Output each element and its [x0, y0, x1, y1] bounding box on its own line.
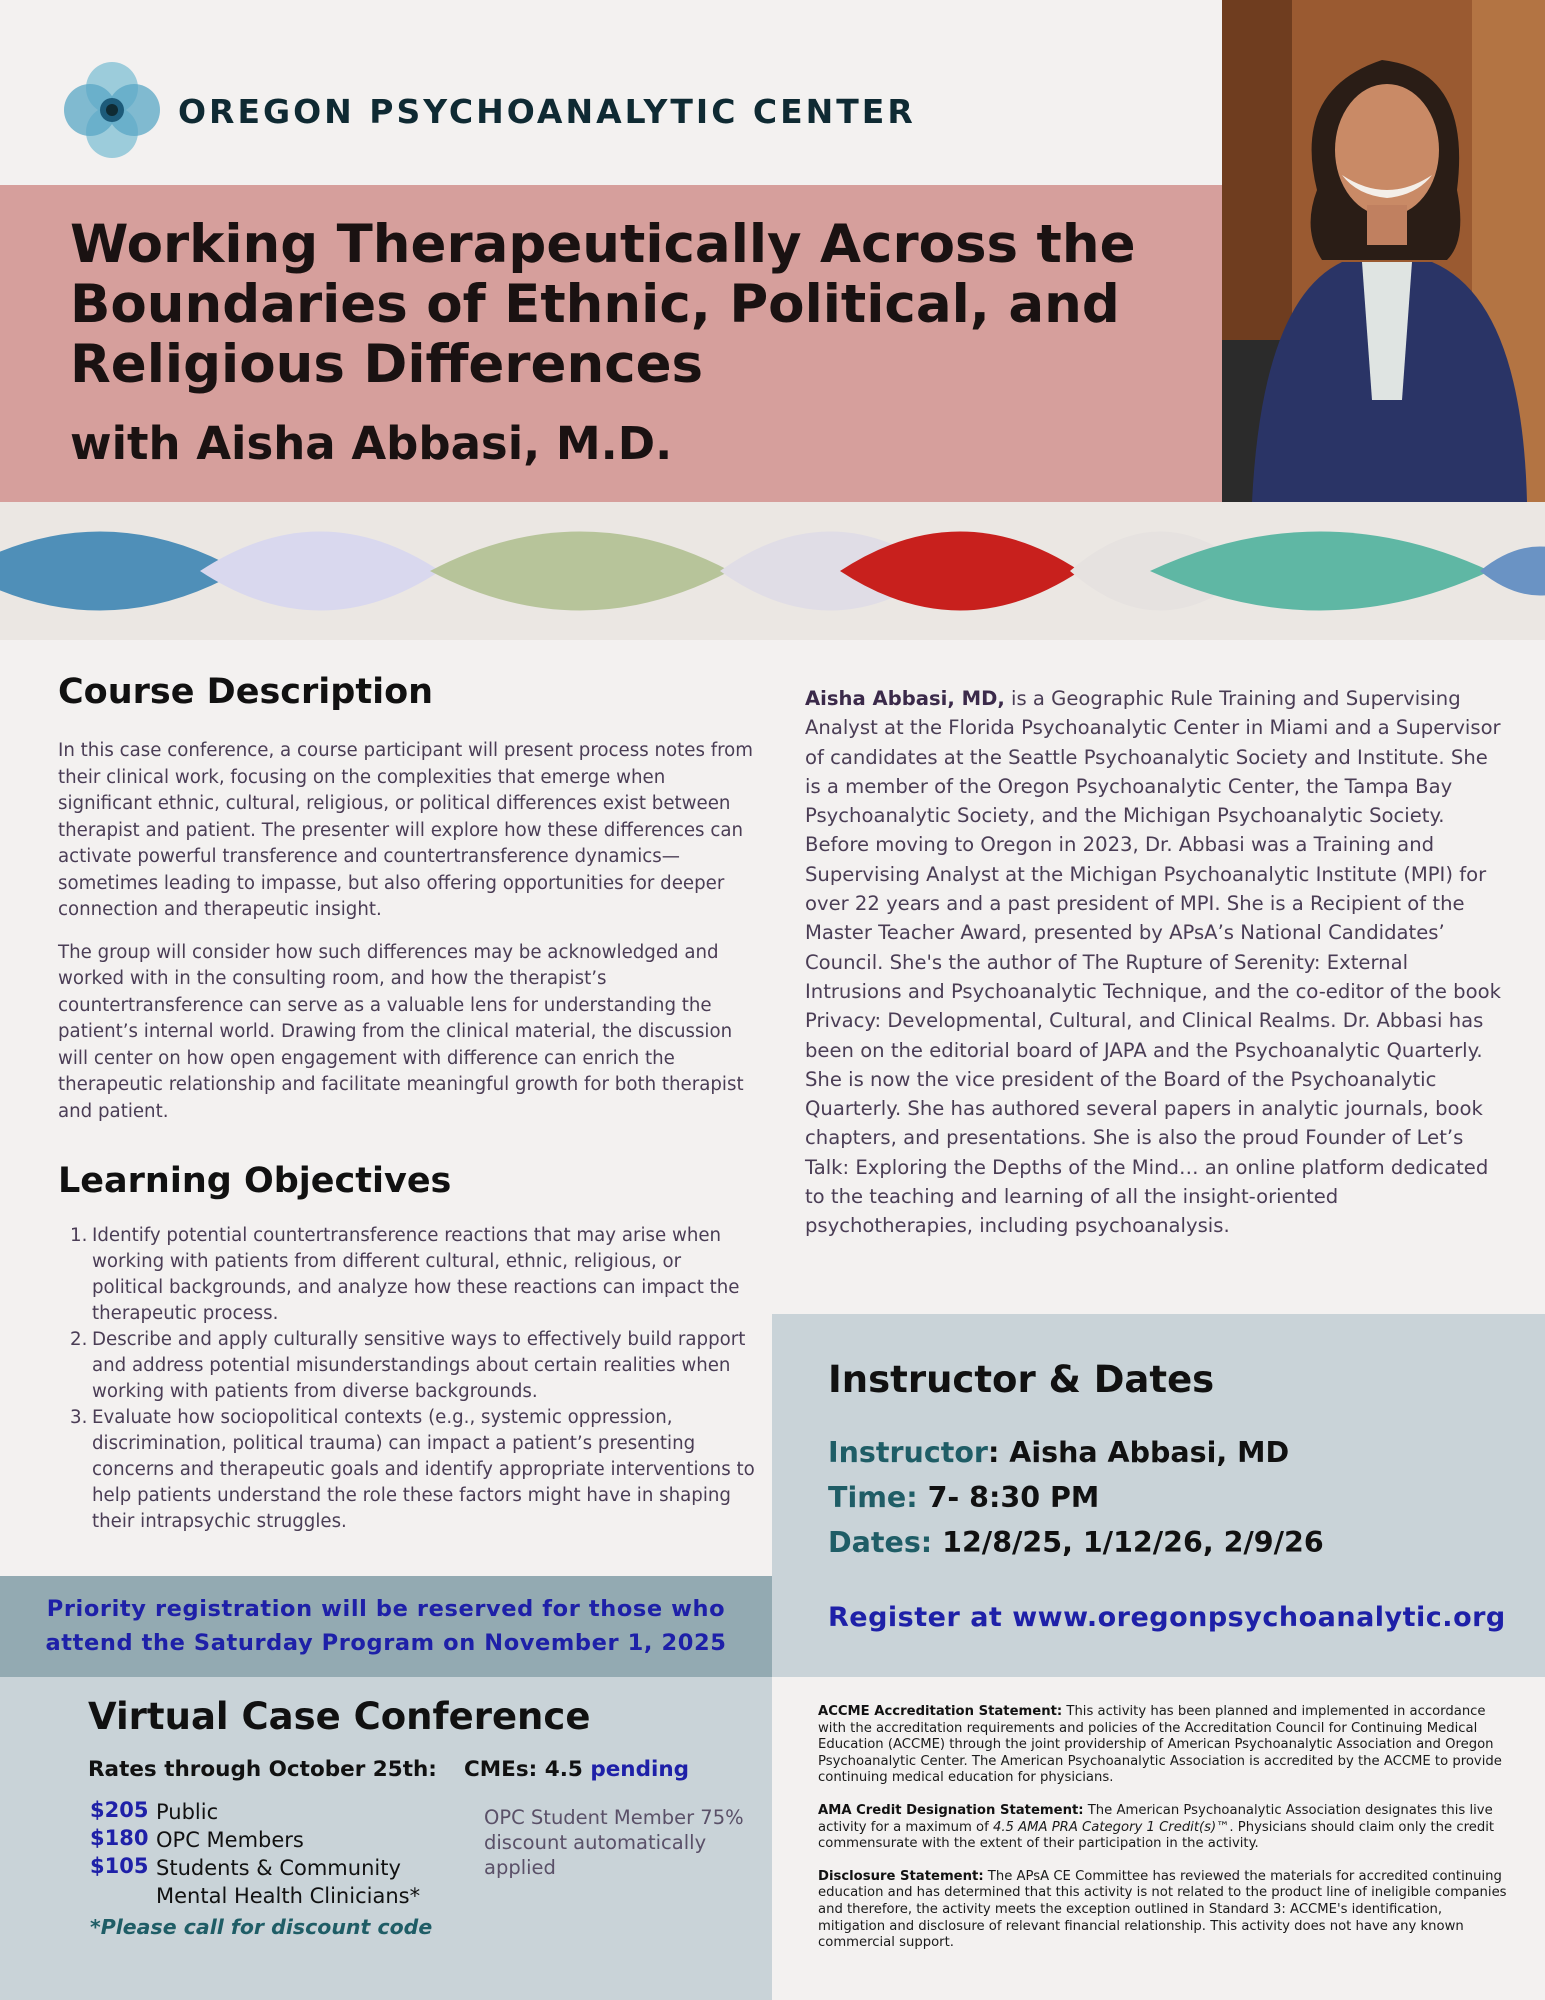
left-column	[58, 672, 758, 1535]
rate-row	[90, 1798, 218, 1826]
instructor-photo	[1222, 0, 1545, 502]
accme-text: This activity has been planned and implemented in accordance with the accreditation requirements and policies of the Accreditation Council for Continuing Medical Education (ACCME) through the joint providership of American Psychoanalytic Association and Oregon Psychoanalytic Center. The American Psychoanalytic Association is accredited by the ACCME to provide continuing medical education for physicians.	[818, 1704, 1502, 1786]
objective-number: 1.	[70, 1225, 88, 1246]
rate-category: OPC Members	[156, 1828, 304, 1852]
instructor-dates-band	[772, 1314, 1545, 1677]
objective-number: 2.	[70, 1329, 88, 1350]
dates-value: 12/8/25, 1/12/26, 2/9/26	[932, 1526, 1324, 1559]
rates-heading: Rates through October 25th:	[88, 1757, 437, 1782]
time-label: Time:	[828, 1481, 918, 1514]
instructor-dates-heading: Instructor & Dates	[828, 1358, 1215, 1401]
learning-objectives-list	[58, 1223, 758, 1535]
ama-credit-designation: 4.5 AMA PRA Category 1 Credit(s)™	[992, 1819, 1230, 1835]
ama-statement	[818, 1803, 1508, 1853]
title-band	[0, 185, 1222, 502]
rate-category: Public	[156, 1800, 219, 1824]
course-description-paragraph-1: In this case conference, a course participant will present process notes from their clinical work, focusing on the complexities that emerge when significant ethnic, cultural, religious, or political differences exist between therapist and patient. The presenter will explore how these differences can activate powerful transference and countertransference dynamics—sometimes leading to impasse, but also offering opportunities for deeper connection and therapeutic insight.	[58, 740, 754, 920]
objective-text: Evaluate how sociopolitical contexts (e.g., systemic oppression, discrimination, political trauma) can impact a patient’s presenting concerns and therapeutic goals and identify appropriate interventions to help patients understand the role these factors might have in shaping their intrapsychic struggles.	[92, 1407, 755, 1532]
rate-amount: $105	[90, 1854, 149, 1878]
org-logo-icon	[62, 60, 162, 160]
accme-statement	[818, 1704, 1508, 1787]
ama-text-2: . Physicians should claim only the credit commensurate with the extent of their participation in the activity.	[818, 1819, 1495, 1852]
student-member-note: OPC Student Member 75% discount automatically applied	[484, 1806, 744, 1879]
disclosure-label: Disclosure Statement:	[818, 1868, 984, 1884]
list-item	[58, 1223, 758, 1327]
time-line	[828, 1481, 1099, 1514]
list-item	[58, 1405, 758, 1535]
instructor-bio	[805, 684, 1505, 1241]
ama-text-1: The American Psychoanalytic Association designates this live activity for a maximum of	[818, 1802, 1493, 1835]
quilt-pattern-illustration	[0, 502, 1545, 640]
learning-objectives-heading: Learning Objectives	[58, 1161, 452, 1201]
bio-text: is a Geographic Rule Training and Supervising Analyst at the Florida Psychoanalytic Center in Miami and a Supervisor of candidates at the Seattle Psychoanalytic Society and Institute. She is a member of the Oregon Psychoanalytic Center, the Tampa Bay Psychoanalytic Society, and the Michigan Psychoanalytic Society. Before moving to Oregon in 2023, Dr. Abbasi was a Training and Supervising Analyst at the Michigan Psychoanalytic Institute (MPI) for over 22 years and a past president of MPI. She is a Recipient of the Master Teacher Award, presented by APsA’s National Candidates’ Council. She's the author of The Rupture of Serenity: External Intrusions and Psychoanalytic Technique, and the co-editor of the book Privacy: Developmental, Cultural, and Clinical Realms. Dr. Abbasi has been on the editorial board of JAPA and the Psychoanalytic Quarterly. She is now the vice president of the Board of the Psychoanalytic Quarterly. She has authored several papers in analytic journals, book chapters, and presentations. She is also the proud Founder of Let’s Talk: Exploring the Depths of the Mind… an online platform dedicated to the teaching and learning of all the insight-oriented psychotherapies, including psychoanalysis.	[805, 687, 1501, 1238]
instructor-value: : Aisha Abbasi, MD	[987, 1436, 1290, 1469]
list-item	[58, 1327, 758, 1405]
priority-band	[0, 1576, 772, 1677]
virtual-conference-band	[0, 1677, 772, 2000]
register-link[interactable]: Register at www.oregonpsychoanalytic.org	[828, 1602, 1506, 1633]
dates-label: Dates:	[828, 1526, 933, 1559]
time-value: 7- 8:30 PM	[917, 1481, 1100, 1514]
accreditation-statements	[818, 1704, 1508, 1968]
priority-notice	[0, 1592, 772, 1660]
course-subtitle: with Aisha Abbasi, M.D.	[70, 417, 673, 470]
instructor-line	[828, 1436, 1289, 1469]
accme-label: ACCME Accreditation Statement:	[818, 1704, 1063, 1719]
cme-credits	[464, 1757, 689, 1782]
objective-text: Describe and apply culturally sensitive ways to effectively build rapport and address potential misunderstandings about certain realities when working with patients from diverse backgrounds.	[92, 1329, 746, 1402]
priority-line-1: Priority registration will be reserved for those who	[46, 1596, 726, 1622]
cme-status: pending	[590, 1757, 690, 1782]
course-description-heading: Course Description	[58, 672, 434, 712]
rate-amount: $180	[90, 1826, 149, 1850]
bio-name: Aisha Abbasi, MD,	[805, 687, 1005, 710]
virtual-conference-heading: Virtual Case Conference	[88, 1695, 591, 1738]
objective-number: 3.	[70, 1407, 88, 1428]
rate-row	[90, 1826, 304, 1854]
disclosure-statement	[818, 1869, 1508, 1952]
cme-label: CMEs: 4.5	[464, 1757, 591, 1782]
rate-row	[90, 1854, 436, 1910]
disclosure-text: The APsA CE Committee has reviewed the materials for accredited continuing education and has determined that this activity is not related to the product line of ineligible companies and therefore, the activity meets the exception outlined in Standard 3: ACCME's identification, mitigation and disclosure of relevant financial relationship. This activity does not have any known commercial support.	[818, 1868, 1507, 1951]
dates-line	[828, 1526, 1324, 1559]
instructor-label: Instructor	[828, 1436, 988, 1469]
discount-code-note: *Please call for discount code	[90, 1915, 433, 1939]
instructor-portrait-illustration	[1222, 0, 1545, 502]
header-band	[0, 0, 1222, 185]
rate-category: Students & Community Mental Health Clinicians*	[156, 1856, 421, 1908]
org-name: OREGON PSYCHOANALYTIC CENTER	[178, 92, 916, 131]
quilt-image-strip	[0, 502, 1545, 640]
objective-text: Identify potential countertransference reactions that may arise when working with patients from different cultural, ethnic, religious, or political backgrounds, and analyze how these reactions can impact the therapeutic process.	[92, 1225, 740, 1324]
rate-amount: $205	[90, 1798, 149, 1822]
course-title: Working Therapeutically Across the Boundaries of Ethnic, Political, and Religious Differences	[70, 214, 1136, 395]
ama-label: AMA Credit Designation Statement:	[818, 1802, 1084, 1818]
course-description-paragraph-2: The group will consider how such differences may be acknowledged and worked with in the consulting room, and how the therapist’s countertransference can serve as a valuable lens for understanding the patient’s internal world. Drawing from the clinical material, the discussion will center on how open engagement with difference can enrich the therapeutic relationship and facilitate meaningful growth for both therapist and patient.	[58, 941, 744, 1122]
priority-line-2: attend the Saturday Program on November 1, 2025	[45, 1630, 727, 1656]
